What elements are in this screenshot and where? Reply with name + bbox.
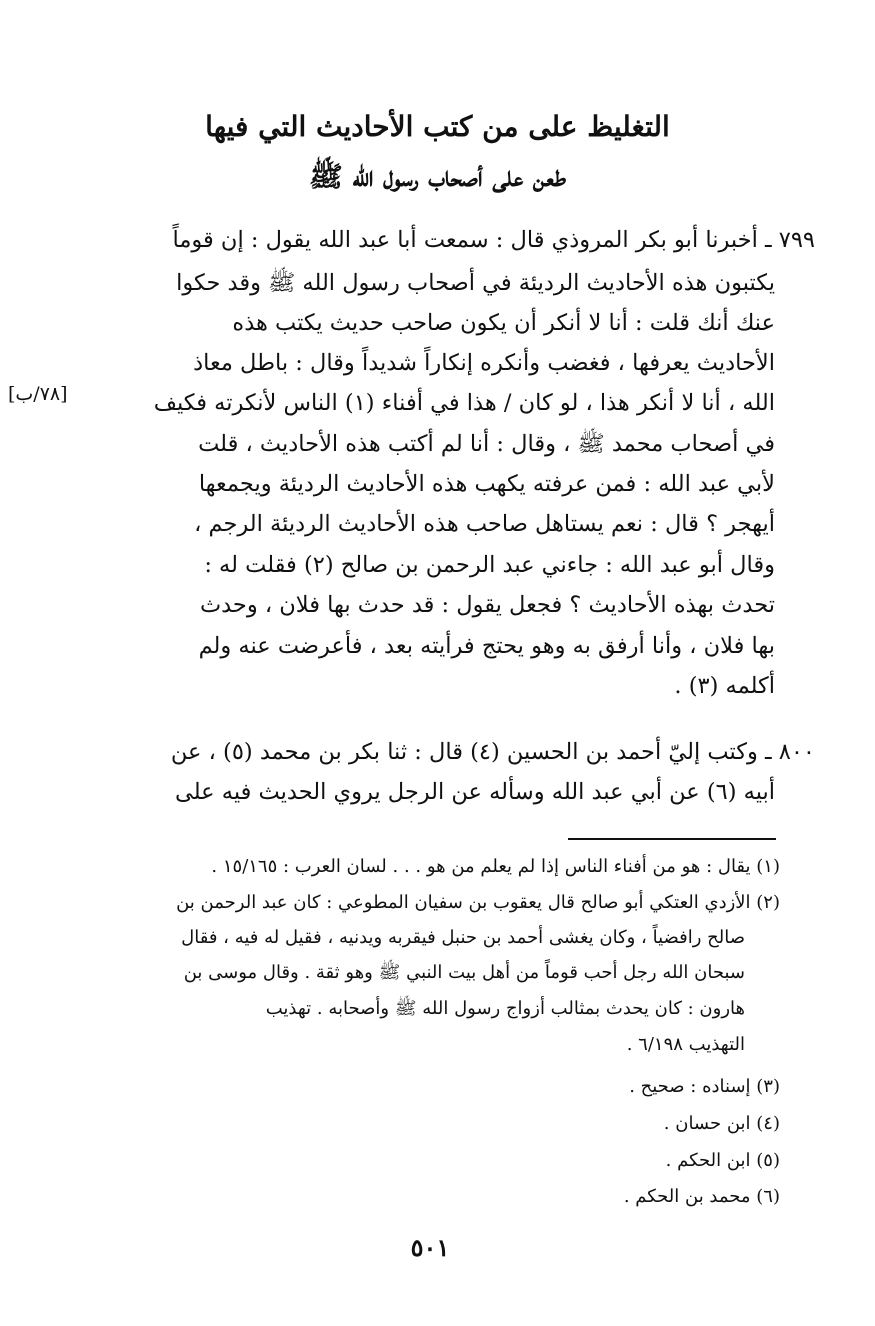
footnote-line: (٢) الأزدي العتكي أبو صالح قال يعقوب بن سفيان المطوعي : كان عبد الرحمن بن <box>176 892 780 913</box>
footnote-line: (١) يقال : هو من أفناء الناس إذا لم يعلم من هو . . . لسان العرب : ١٥/١٦٥ . <box>211 856 780 877</box>
footnote-line: هارون : كان يحدث بمثالب أزواج رسول الله ﷺ وأصحابه . تهذيب <box>265 998 745 1019</box>
footnote-line: (٦) محمد بن الحكم . <box>623 1186 780 1207</box>
entry-800-line: ٨٠٠ ـ وكتب إليّ أحمد بن الحسين (٤) قال : ثنا بكر بن محمد (٥) ، عن <box>170 739 815 765</box>
footnote-line: التهذيب ٦/١٩٨ . <box>626 1034 745 1055</box>
page-number: ٥٠١ <box>410 1233 450 1262</box>
chapter-heading-line-1: التغليظ على من كتب الأحاديث التي فيها <box>205 110 670 143</box>
entry-799-line: ٧٩٩ ـ أخبرنا أبو بكر المروذي قال : سمعت أبا عبد الله يقول : إن قوماً <box>172 227 815 253</box>
footnote-line: سبحان الله رجل أحب قوماً من أهل بيت النبي ﷺ وهو ثقة . وقال موسى بن <box>183 962 745 983</box>
entry-799-line: أكلمه (٣) . <box>674 673 775 699</box>
manuscript-folio-marker: [٧٨/ب] <box>8 383 68 405</box>
footnote-line: (٥) ابن الحكم . <box>665 1150 780 1171</box>
footnote-line: (٣) إسناده : صحيح . <box>629 1076 780 1097</box>
footnote-separator <box>568 838 776 840</box>
entry-799-line: الله ، أنا لا أنكر هذا ، لو كان / هذا في أفناء (١) الناس لأنكرته فكيف <box>153 390 775 416</box>
entry-799-line: تحدث بهذه الأحاديث ؟ فجعل يقول : قد حدث بها فلان ، وحدث <box>199 592 775 618</box>
entry-799-line: يكتبون هذه الأحاديث الرديئة في أصحاب رسول الله ﷺ وقد حكوا <box>176 270 775 296</box>
footnote-line: صالح رافضياً ، وكان يغشى أحمد بن حنبل فيقربه ويدنيه ، فقيل له فيه ، فقال <box>181 927 745 948</box>
entry-799-line: بها فلان ، وأنا أرفق به وهو يحتج فرأيته بعد ، فأعرضت عنه ولم <box>198 633 775 659</box>
entry-799-line: عنك أنك قلت : أنا لا أنكر أن يكون صاحب حديث يكتب هذه <box>232 310 775 336</box>
entry-800-line: أبيه (٦) عن أبي عبد الله وسأله عن الرجل يروي الحديث فيه على <box>174 779 775 805</box>
entry-799-line: وقال أبو عبد الله : جاءني عبد الرحمن بن صالح (٢) فقلت له : <box>204 552 775 578</box>
footnote-line: (٤) ابن حسان . <box>663 1113 780 1134</box>
chapter-heading-line-2: طعن على أصحاب رسول الله ﷺ <box>308 160 567 193</box>
entry-799-line: أيهجر ؟ قال : نعم يستاهل صاحب هذه الأحاديث الرديئة الرجم ، <box>194 511 775 537</box>
entry-799-line: في أصحاب محمد ﷺ ، وقال : أنا لم أكتب هذه الأحاديث ، قلت <box>198 431 775 457</box>
entry-799-line: الأحاديث يعرفها ، فغضب وأنكره إنكاراً شديداً وقال : باطل معاذ <box>193 350 775 376</box>
entry-799-line: لأبي عبد الله : فمن عرفته يكهب هذه الأحاديث الرديئة ويجمعها <box>198 471 775 497</box>
